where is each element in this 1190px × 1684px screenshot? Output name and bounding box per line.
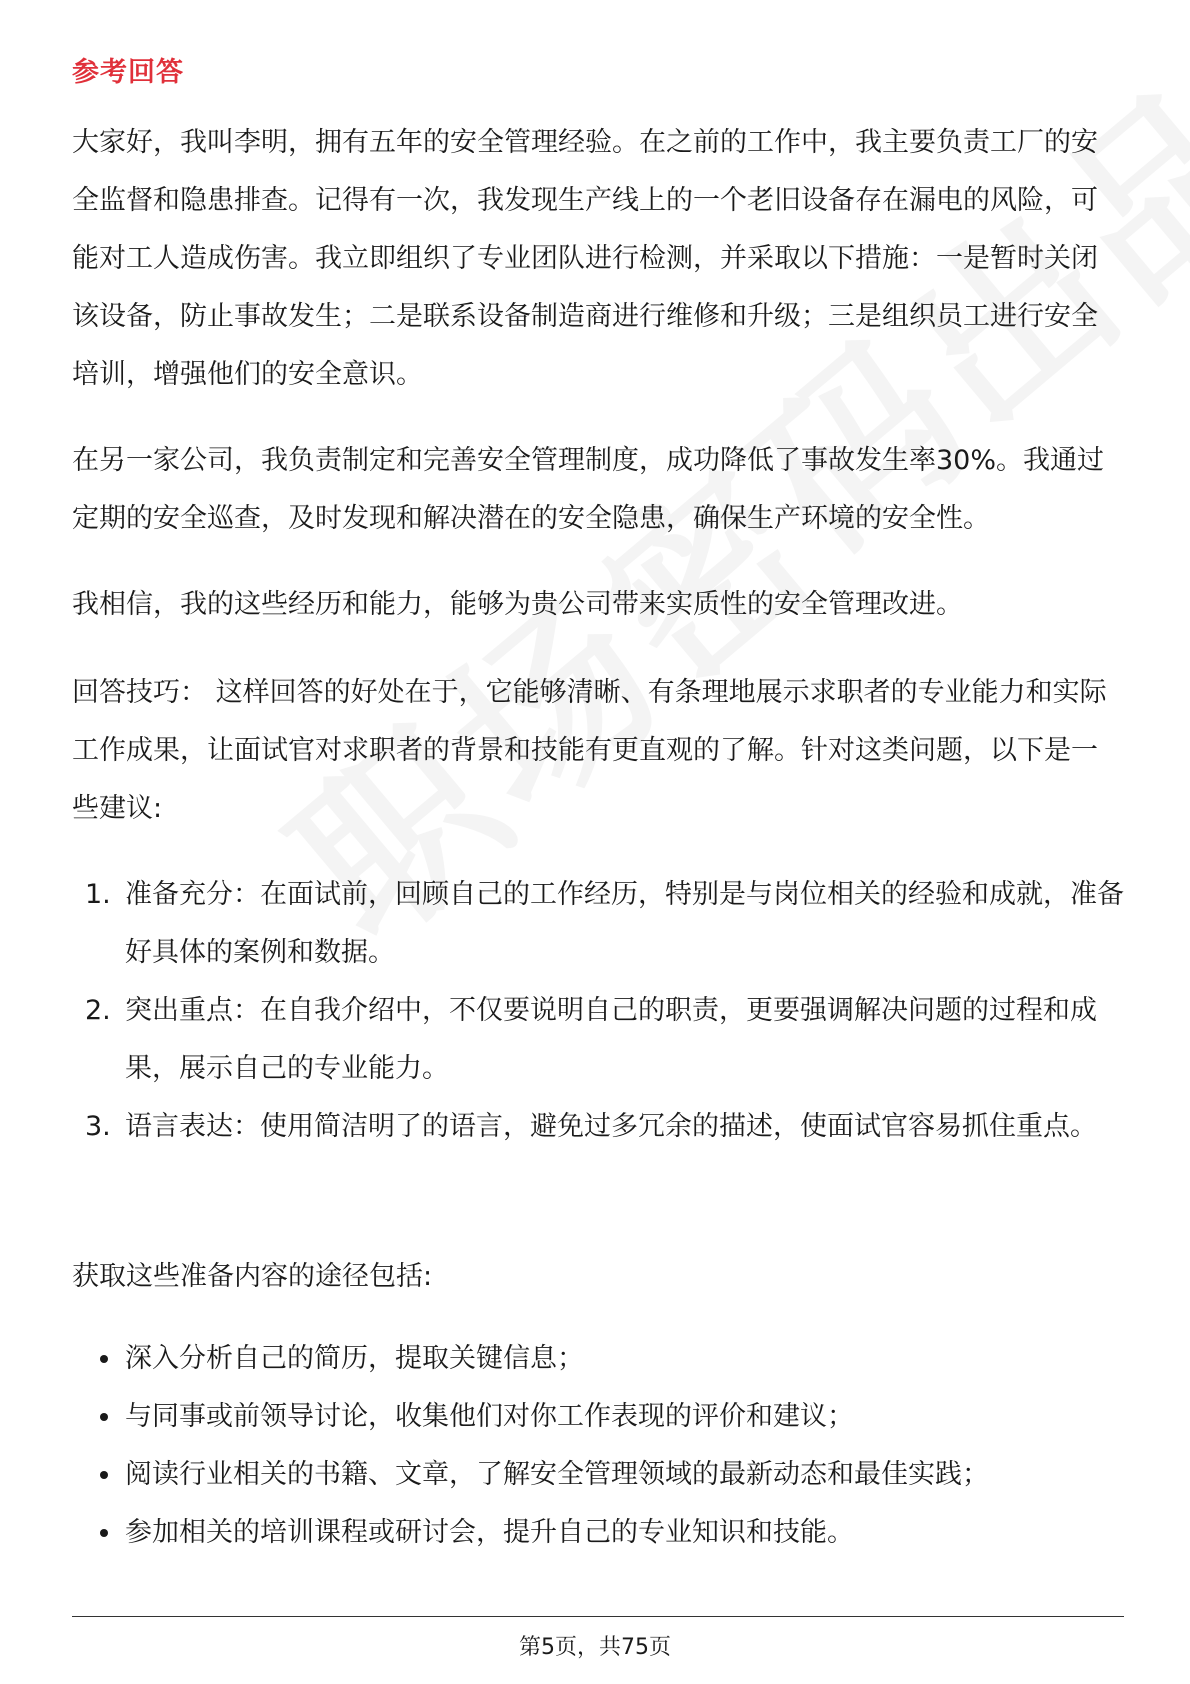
- list-item-text: 阅读行业相关的书籍、文章，了解安全管理领域的最新动态和最佳实践；: [125, 1459, 989, 1490]
- bullet-icon: [100, 1529, 108, 1537]
- suggestion-list: [72, 866, 1124, 1156]
- intro-paragraph: 大家好，我叫李明，拥有五年的安全管理经验。在之前的工作中，我主要负责工厂的安全监督和隐患排查。记得有一次，我发现生产线上的一个老旧设备存在漏电的风险，可能对工人造成伤害。我立即组织了专业团队进行检测，并采取以下措施：一是暂时关闭该设备，防止事故发生；二是联系设备制造商进行维修和升级；三是组织员工进行安全培训，增强他们的安全意识。: [72, 127, 1098, 390]
- list-item-text: 准备充分：在面试前，回顾自己的工作经历，特别是与岗位相关的经验和成就，准备好具体的案例和数据。: [125, 879, 1124, 968]
- list-item: [72, 1504, 1124, 1562]
- bullet-icon: [100, 1413, 108, 1421]
- list-item: [72, 1098, 1124, 1156]
- list-item: [72, 1388, 1124, 1446]
- list-item-text: 参加相关的培训课程或研讨会，提升自己的专业知识和技能。: [125, 1517, 854, 1548]
- footer-divider: [72, 1616, 1124, 1617]
- closing-paragraph: 我相信，我的这些经历和能力，能够为贵公司带来实质性的安全管理改进。: [72, 589, 963, 620]
- list-item: [72, 1446, 1124, 1504]
- list-item: [72, 982, 1124, 1098]
- list-item: [72, 1330, 1124, 1388]
- list-item-text: 语言表达：使用简洁明了的语言，避免过多冗余的描述，使面试官容易抓住重点。: [125, 1111, 1097, 1142]
- list-number: 2.: [85, 995, 111, 1026]
- list-item-text: 突出重点：在自我介绍中，不仅要说明自己的职责，更要强调解决问题的过程和成果，展示自己的专业能力。: [125, 995, 1097, 1084]
- list-number: 3.: [85, 1111, 111, 1142]
- list-number: 1.: [85, 879, 111, 910]
- sources-intro: 获取这些准备内容的途径包括:: [72, 1261, 433, 1292]
- tips-paragraph: 回答技巧： 这样回答的好处在于，它能够清晰、有条理地展示求职者的专业能力和实际工作成果，让面试官对求职者的背景和技能有更直观的了解。针对这类问题，以下是一些建议:: [72, 677, 1107, 824]
- bullet-icon: [100, 1355, 108, 1363]
- page-number: 第5页，共75页: [519, 1635, 671, 1660]
- section-title: 参考回答: [72, 57, 184, 88]
- sources-list: [72, 1330, 1124, 1562]
- bullet-icon: [100, 1471, 108, 1479]
- list-item: [72, 866, 1124, 982]
- second-paragraph: 在另一家公司，我负责制定和完善安全管理制度，成功降低了事故发生率30%。我通过定期的安全巡查，及时发现和解决潜在的安全隐患，确保生产环境的安全性。: [72, 445, 1105, 534]
- list-item-text: 深入分析自己的简历，提取关键信息；: [125, 1343, 584, 1374]
- list-item-text: 与同事或前领导讨论，收集他们对你工作表现的评价和建议；: [125, 1401, 854, 1432]
